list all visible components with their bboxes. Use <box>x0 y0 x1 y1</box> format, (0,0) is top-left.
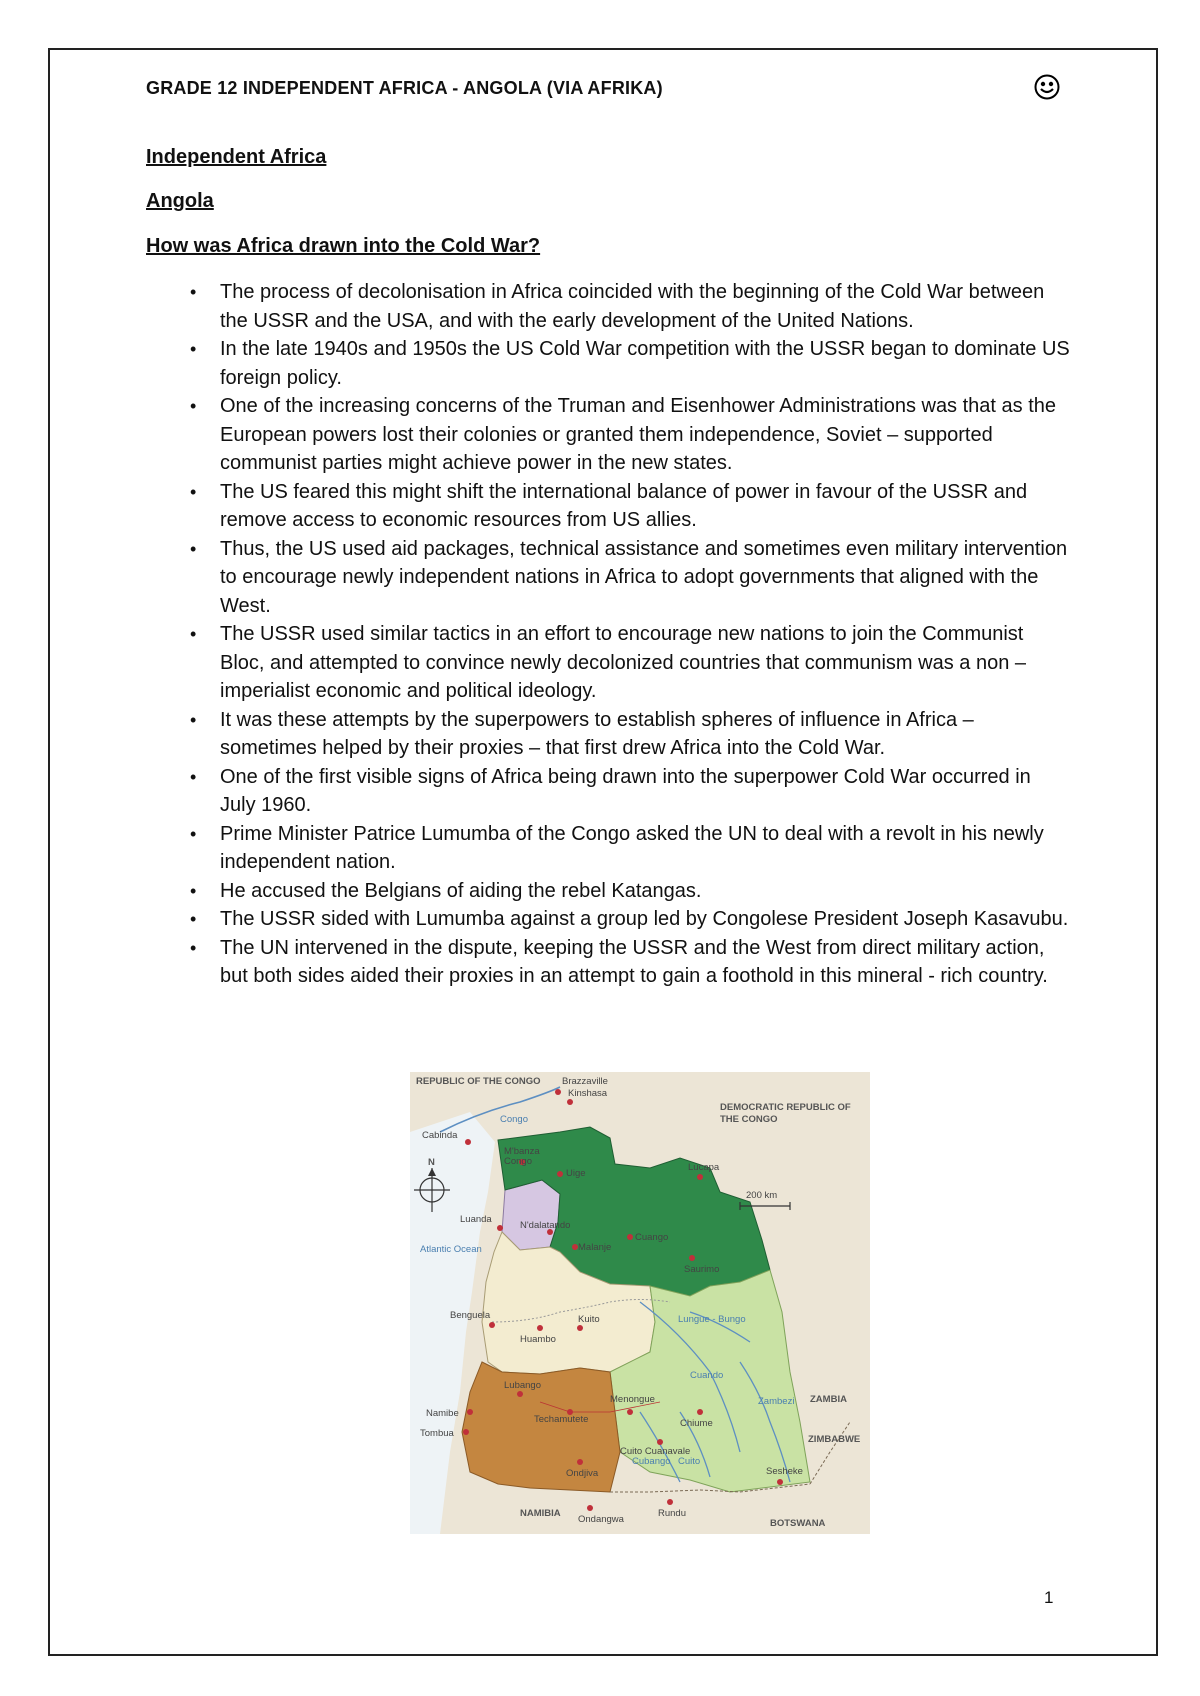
bullet-item: • In the late 1940s and 1950s the US Cold War competition with the USSR began to dominate US foreign policy. <box>190 335 1070 392</box>
city-label: Menongue <box>610 1394 655 1405</box>
bullet-item: • He accused the Belgians of aiding the rebel Katangas. <box>190 877 1070 906</box>
city-label: Lucapa <box>688 1162 720 1173</box>
river-label: Congo <box>500 1114 528 1125</box>
section-heading: Independent Africa <box>146 146 327 168</box>
city-dot <box>465 1139 471 1145</box>
bullet-item: • One of the first visible signs of Africa being drawn into the superpower Cold War occurred in July 1960. <box>190 763 1070 820</box>
river-label: Cuando <box>690 1370 724 1381</box>
bullet-item: • The US feared this might shift the international balance of power in favour of the USSR and remove access to economic resources from US allies. <box>190 478 1070 535</box>
city-dot <box>587 1505 593 1511</box>
city-label: Benguela <box>450 1310 491 1321</box>
page-number: 1 <box>1044 1588 1054 1607</box>
river-label: Lungue - Bungo <box>678 1314 746 1325</box>
city-label: Chiume <box>680 1418 713 1429</box>
city-dot <box>777 1479 783 1485</box>
city-label: Saurimo <box>684 1264 720 1275</box>
smiley-icon <box>1034 74 1060 100</box>
bullet-item: • It was these attempts by the superpowers to establish spheres of influence in Africa – sometimes helped by their proxies – that first drew Africa into the Cold War. <box>190 706 1070 763</box>
bullet-item: • Thus, the US used aid packages, technical assistance and sometimes even military intervention to encourage newly independent nations in Africa to adopt governments that aligned with the West. <box>190 535 1070 621</box>
city-dot <box>497 1225 503 1231</box>
river-label: Cuito <box>678 1456 701 1467</box>
city-dot <box>463 1429 469 1435</box>
city-label: M'banza <box>504 1146 540 1157</box>
country-label: ZAMBIA <box>810 1394 847 1405</box>
city-label: Kinshasa <box>568 1088 608 1099</box>
city-label: Malanje <box>578 1242 612 1253</box>
city-label: Rundu <box>658 1508 686 1519</box>
city-dot <box>557 1171 563 1177</box>
city-label: Namibe <box>426 1408 459 1419</box>
bullet-item: • Prime Minister Patrice Lumumba of the Congo asked the UN to deal with a revolt in his newly independent nation. <box>190 820 1070 877</box>
subsection-heading: Angola <box>146 190 214 212</box>
scale-label: 200 km <box>746 1190 778 1201</box>
north-label: N <box>428 1157 435 1168</box>
bullet-list <box>190 278 1070 991</box>
city-label: Sesheke <box>766 1466 803 1477</box>
city-dot <box>537 1325 543 1331</box>
country-label: REPUBLIC OF THE CONGO <box>416 1076 541 1087</box>
city-dot <box>667 1499 673 1505</box>
city-dot <box>577 1325 583 1331</box>
bullet-item: • The USSR used similar tactics in an effort to encourage new nations to join the Communist Bloc, and attempted to convince newly decolonized countries that communism was a non – imperialist economic and political ideology. <box>190 620 1070 706</box>
city-label: Ondangwa <box>578 1514 624 1525</box>
city-label: Brazzaville <box>562 1076 608 1087</box>
country-label: BOTSWANA <box>770 1518 826 1529</box>
ocean-label: Atlantic Ocean <box>420 1244 482 1255</box>
country-label: NAMIBIA <box>520 1508 561 1519</box>
bullet-item: • The UN intervened in the dispute, keeping the USSR and the West from direct military action, but both sides aided their proxies in an attempt to gain a foothold in this mineral - rich country. <box>190 934 1070 991</box>
page-header <box>146 74 1060 104</box>
bullet-item: • The process of decolonisation in Africa coincided with the beginning of the Cold War between the USSR and the USA, and with the early development of the United Nations. <box>190 278 1070 335</box>
city-label: Cuito Cuanavale <box>620 1446 691 1457</box>
header-title: GRADE 12 INDEPENDENT AFRICA - ANGOLA (VIA AFRIKA) <box>146 78 663 98</box>
city-label: Ondjiva <box>566 1468 599 1479</box>
city-label: Huambo <box>520 1334 556 1345</box>
city-label: Luanda <box>460 1214 492 1225</box>
city-label: Tombua <box>420 1428 454 1439</box>
region-lilac <box>502 1180 560 1250</box>
country-label: ZIMBABWE <box>808 1434 861 1445</box>
city-dot <box>657 1439 663 1445</box>
country-label: THE CONGO <box>720 1114 778 1125</box>
city-dot <box>577 1459 583 1465</box>
city-label: Cuango <box>635 1232 669 1243</box>
angola-map <box>410 1072 870 1534</box>
city-dot <box>555 1089 561 1095</box>
city-label: Lubango <box>504 1380 541 1391</box>
city-dot <box>697 1409 703 1415</box>
country-label: DEMOCRATIC REPUBLIC OF <box>720 1102 851 1113</box>
city-dot <box>567 1099 573 1105</box>
city-dot <box>689 1255 695 1261</box>
city-dot <box>467 1409 473 1415</box>
city-label: Uige <box>566 1168 586 1179</box>
bullet-item: • One of the increasing concerns of the Truman and Eisenhower Administrations was that as the European powers lost their colonies or granted them independence, Soviet – supported communist parties might achieve power in the new states. <box>190 392 1070 478</box>
city-dot <box>489 1322 495 1328</box>
city-label: Cabinda <box>422 1130 458 1141</box>
city-label: Congo <box>504 1156 532 1167</box>
city-dot <box>627 1409 633 1415</box>
river-label: Zambezi <box>758 1396 795 1407</box>
city-label: Kuito <box>578 1314 600 1325</box>
city-dot <box>627 1234 633 1240</box>
city-dot <box>517 1391 523 1397</box>
bullet-item: • The USSR sided with Lumumba against a group led by Congolese President Joseph Kasavubu. <box>190 905 1070 934</box>
question-heading: How was Africa drawn into the Cold War? <box>146 235 541 257</box>
river-label: Cubango <box>632 1456 671 1467</box>
city-label: N'dalatando <box>520 1220 571 1231</box>
city-label: Techamutete <box>534 1414 589 1425</box>
city-dot <box>697 1174 703 1180</box>
